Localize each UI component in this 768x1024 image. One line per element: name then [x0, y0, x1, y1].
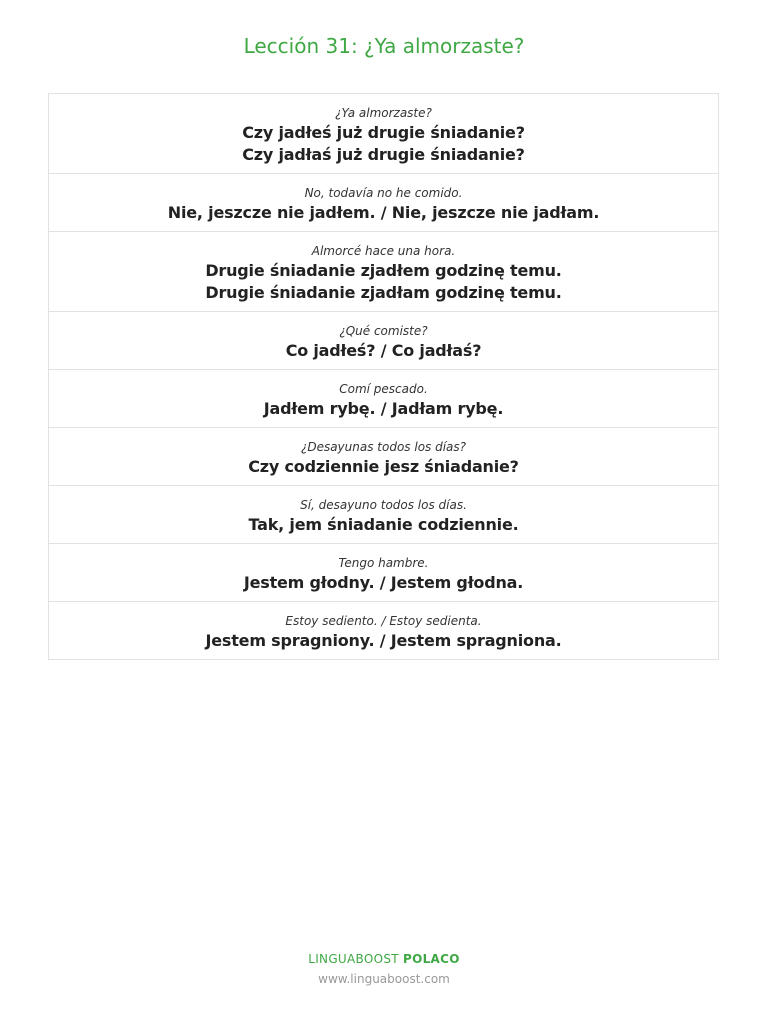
footer-url[interactable]: www.linguaboost.com — [318, 972, 450, 986]
spanish-phrase: ¿Desayunas todos los días? — [300, 440, 467, 454]
spanish-phrase: Tengo hambre. — [338, 556, 429, 570]
polish-phrase: Jestem głodny. / Jestem głodna. — [243, 573, 524, 592]
polish-phrase: Czy jadłaś już drugie śniadanie? — [242, 145, 525, 164]
spanish-phrase: No, todavía no he comido. — [304, 186, 463, 200]
polish-phrase: Drugie śniadanie zjadłam godzinę temu. — [205, 283, 562, 302]
table-row — [49, 544, 718, 602]
phrase-table — [48, 93, 719, 660]
spanish-phrase: Estoy sediento. / Estoy sedienta. — [285, 614, 482, 628]
polish-phrase: Drugie śniadanie zjadłem godzinę temu. — [205, 261, 562, 280]
page-title: Lección 31: ¿Ya almorzaste? — [243, 34, 525, 58]
spanish-phrase: Almorcé hace una hora. — [311, 244, 456, 258]
polish-phrase: Nie, jeszcze nie jadłem. / Nie, jeszcze nie jadłam. — [167, 203, 600, 222]
polish-phrase: Czy codziennie jesz śniadanie? — [248, 457, 519, 476]
table-row — [49, 174, 718, 232]
polish-phrase: Jadłem rybę. / Jadłam rybę. — [263, 399, 504, 418]
brand-name: LINGUABOOST — [308, 952, 399, 966]
polish-phrase: Tak, jem śniadanie codziennie. — [248, 515, 519, 534]
table-row — [49, 370, 718, 428]
footer-brand — [0, 952, 768, 966]
polish-phrase: Czy jadłeś już drugie śniadanie? — [242, 123, 525, 142]
table-row — [49, 232, 718, 312]
polish-phrase: Jestem spragniony. / Jestem spragniona. — [205, 631, 562, 650]
table-row — [49, 486, 718, 544]
table-row — [49, 94, 718, 174]
spanish-phrase: Sí, desayuno todos los días. — [300, 498, 467, 512]
spanish-phrase: ¿Qué comiste? — [339, 324, 428, 338]
table-row — [49, 428, 718, 486]
brand-language: POLACO — [403, 952, 460, 966]
polish-phrase: Co jadłeś? / Co jadłaś? — [285, 341, 482, 360]
table-row — [49, 312, 718, 370]
table-row — [49, 602, 718, 659]
spanish-phrase: Comí pescado. — [339, 382, 428, 396]
spanish-phrase: ¿Ya almorzaste? — [335, 106, 432, 120]
